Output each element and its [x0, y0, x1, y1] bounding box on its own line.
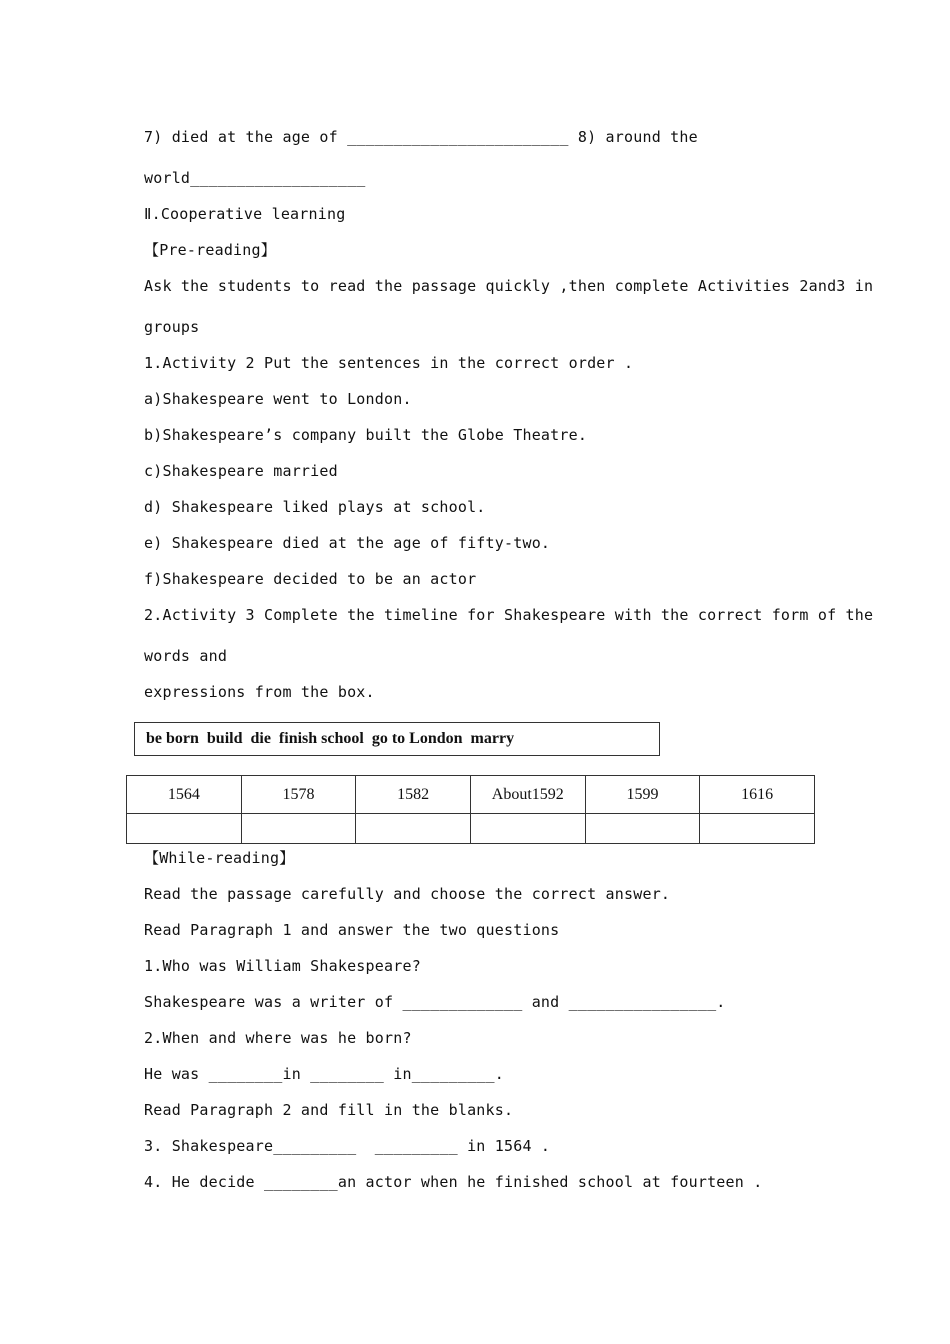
timeline-answer-row [127, 814, 815, 844]
sentence-a: a)Shakespeare went to London. [144, 390, 412, 408]
paragraph-2-instruction: Read Paragraph 2 and fill in the blanks. [144, 1101, 514, 1119]
timeline-answer-cell[interactable] [356, 814, 471, 844]
activity-3-heading-continued: words and [144, 647, 228, 665]
timeline-year-cell: About1592 [470, 776, 585, 814]
question-1-answer-line: Shakespeare was a writer of _____________ and ________________. [144, 993, 726, 1011]
instruction-text: Ask the students to read the passage quickly ,then complete Activities 2and3 in [144, 277, 874, 295]
question-2-answer-line: He was ________in ________ in_________. [144, 1065, 504, 1083]
exercise-item-8-continued: world___________________ [144, 169, 366, 187]
activity-2-heading: 1.Activity 2 Put the sentences in the correct order . [144, 354, 634, 372]
timeline-answer-cell[interactable] [127, 814, 242, 844]
timeline-answer-cell[interactable] [241, 814, 356, 844]
sentence-b: b)Shakespeare’s company built the Globe Theatre. [144, 426, 588, 444]
timeline-year-cell: 1564 [127, 776, 242, 814]
activity-3-heading: 2.Activity 3 Complete the timeline for Shakespeare with the correct form of the [144, 606, 874, 624]
subheading-while-reading: 【While-reading】 [144, 849, 295, 867]
instruction-text-continued: groups [144, 318, 200, 336]
timeline-year-cell: 1578 [241, 776, 356, 814]
activity-3-heading-end: expressions from the box. [144, 683, 375, 701]
timeline-answer-cell[interactable] [700, 814, 815, 844]
paragraph-1-instruction: Read Paragraph 1 and answer the two questions [144, 921, 560, 939]
section-heading-cooperative-learning: Ⅱ.Cooperative learning [144, 205, 346, 223]
question-1: 1.Who was William Shakespeare? [144, 957, 421, 975]
sentence-c: c)Shakespeare married [144, 462, 338, 480]
subheading-pre-reading: 【Pre-reading】 [144, 241, 276, 259]
word-box [134, 722, 660, 756]
question-3: 3. Shakespeare_________ _________ in 1564 . [144, 1137, 551, 1155]
while-reading-instruction: Read the passage carefully and choose the correct answer. [144, 885, 671, 903]
sentence-f: f)Shakespeare decided to be an actor [144, 570, 477, 588]
word-box-text: be born build die finish school go to London marry [146, 730, 515, 747]
timeline-year-row [127, 776, 815, 814]
sentence-e: e) Shakespeare died at the age of fifty-two. [144, 534, 551, 552]
timeline-answer-cell[interactable] [585, 814, 700, 844]
question-2: 2.When and where was he born? [144, 1029, 412, 1047]
timeline-answer-cell[interactable] [470, 814, 585, 844]
timeline-year-cell: 1616 [700, 776, 815, 814]
timeline-year-cell: 1582 [356, 776, 471, 814]
exercise-item-7-8: 7) died at the age of ________________________ 8) around the [144, 128, 698, 146]
sentence-d: d) Shakespeare liked plays at school. [144, 498, 486, 516]
timeline-table [126, 775, 815, 844]
timeline-year-cell: 1599 [585, 776, 700, 814]
question-4: 4. He decide ________an actor when he finished school at fourteen . [144, 1173, 763, 1191]
